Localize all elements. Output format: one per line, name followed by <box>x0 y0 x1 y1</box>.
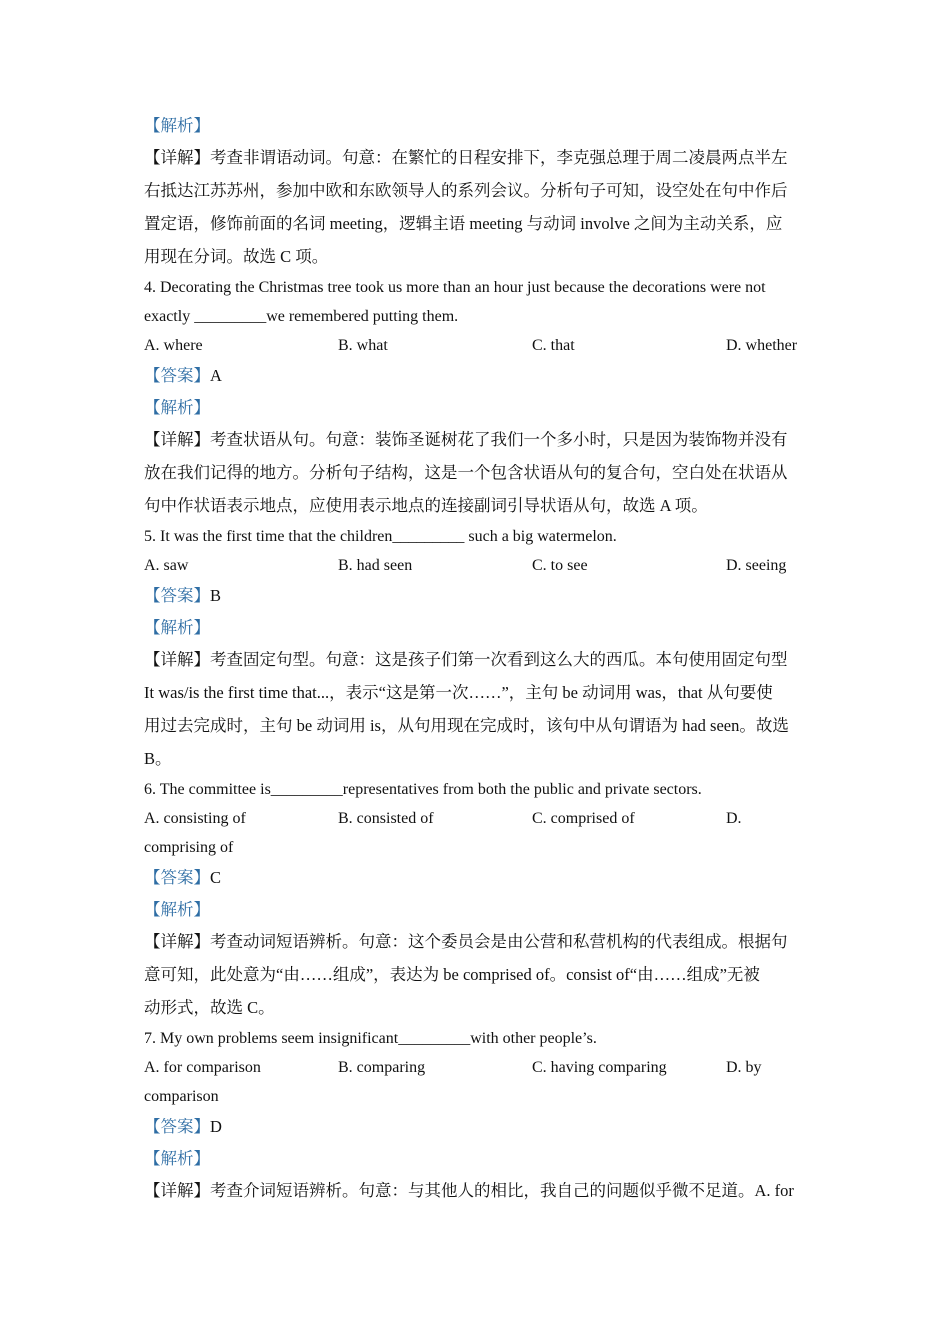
answer-value: D <box>210 1117 222 1136</box>
question-line: 4. Decorating the Christmas tree took us more than an hour just because the decorations were not <box>144 279 766 296</box>
detail-line <box>144 430 788 450</box>
answer-line <box>144 366 222 386</box>
option-a: A. where <box>144 337 203 354</box>
answer-value: A <box>210 366 222 385</box>
option-d: D. by <box>726 1059 762 1076</box>
analysis-tag: 【解析】 <box>144 618 210 637</box>
detail-line <box>144 214 782 234</box>
answer-line <box>144 868 221 888</box>
analysis-tag: 【解析】 <box>144 116 210 135</box>
detail-text: B。 <box>144 749 172 768</box>
answer-line <box>144 586 221 606</box>
option-d: D. <box>726 810 742 827</box>
option-c: C. having comparing <box>532 1059 667 1076</box>
detail-line <box>144 148 788 168</box>
option-b: B. had seen <box>338 557 413 574</box>
options-row <box>144 809 844 829</box>
analysis-tag: 【解析】 <box>144 1149 210 1168</box>
detail-text: 置定语，修饰前面的名词 meeting，逻辑主语 meeting 与动词 involve 之间为主动关系，应 <box>144 214 783 233</box>
analysis-tag: 【解析】 <box>144 398 210 417</box>
option-wrap-line: comparison <box>144 1088 219 1105</box>
detail-text: 用过去完成时，主句 be 动词用 is，从句用现在完成时，该句中从句谓语为 had seen。故选 <box>144 716 789 735</box>
question-line: 6. The committee is_________representatives from both the public and private sectors. <box>144 781 702 798</box>
option-a: A. saw <box>144 557 189 574</box>
analysis-tag: 【解析】 <box>144 900 210 919</box>
detail-text: 考查固定句型。句意：这是孩子们第一次看到这么大的西瓜。本句使用固定句型 <box>210 650 788 669</box>
answer-tag: 【答案】 <box>144 586 210 605</box>
option-b: B. consisted of <box>338 810 434 827</box>
answer-tag: 【答案】 <box>144 868 210 887</box>
detail-line <box>144 716 789 736</box>
question-line: 7. My own problems seem insignificant_________with other people’s. <box>144 1030 597 1047</box>
detail-text: 放在我们记得的地方。分析句子结构，这是一个包含状语从句的复合句，空白处在状语从 <box>144 463 788 482</box>
option-a: A. for comparison <box>144 1059 261 1076</box>
detail-line <box>144 749 172 769</box>
answer-line <box>144 1117 222 1137</box>
option-d: D. whether <box>726 337 798 354</box>
detail-text: 动形式，故选 C。 <box>144 998 275 1017</box>
answer-tag: 【答案】 <box>144 1117 210 1136</box>
detail-text: 考查介词短语辨析。句意：与其他人的相比，我自己的问题似乎微不足道。A. for <box>210 1181 794 1200</box>
detail-text: 考查状语从句。句意：装饰圣诞树花了我们一个多小时，只是因为装饰物并没有 <box>210 430 788 449</box>
question-line: exactly _________we remembered putting them. <box>144 308 459 325</box>
detail-tag: 【详解】 <box>144 1181 210 1200</box>
detail-line <box>144 998 275 1018</box>
options-row <box>144 336 844 356</box>
detail-text: It was/is the first time that...，表示“这是第一次……”，主句 be 动词用 was，that 从句要使 <box>144 683 773 702</box>
detail-tag: 【详解】 <box>144 430 210 449</box>
answer-tag: 【答案】 <box>144 366 210 385</box>
detail-text: 句中作状语表示地点，应使用表示地点的连接副词引导状语从句，故选 A 项。 <box>144 496 708 515</box>
detail-line <box>144 181 788 201</box>
detail-line <box>144 1181 794 1201</box>
answer-value: B <box>210 586 222 605</box>
option-d: D. seeing <box>726 557 787 574</box>
detail-line <box>144 965 760 985</box>
option-c: C. that <box>532 337 575 354</box>
detail-text: 意可知，此处意为“由……组成”，表达为 be comprised of。consist of“由……组成”无被 <box>144 965 760 984</box>
detail-tag: 【详解】 <box>144 650 210 669</box>
detail-line <box>144 650 788 670</box>
detail-tag: 【详解】 <box>144 932 210 951</box>
detail-line <box>144 496 708 516</box>
detail-line <box>144 932 788 952</box>
option-b: B. comparing <box>338 1059 426 1076</box>
answer-value: C <box>210 868 222 887</box>
detail-line <box>144 463 788 483</box>
detail-text: 考查非谓语动词。句意：在繁忙的日程安排下，李克强总理于周二凌晨两点半左 <box>210 148 788 167</box>
options-row <box>144 556 844 576</box>
option-c: C. comprised of <box>532 810 635 827</box>
option-a: A. consisting of <box>144 810 246 827</box>
detail-text: 考查动词短语辨析。句意：这个委员会是由公营和私营机构的代表组成。根据句 <box>210 932 788 951</box>
detail-text: 右抵达江苏苏州，参加中欧和东欧领导人的系列会议。分析句子可知，设空处在句中作后 <box>144 181 788 200</box>
detail-tag: 【详解】 <box>144 148 210 167</box>
option-b: B. what <box>338 337 388 354</box>
options-row <box>144 1058 844 1078</box>
detail-line <box>144 247 328 267</box>
option-c: C. to see <box>532 557 588 574</box>
detail-line <box>144 683 773 703</box>
detail-text: 用现在分词。故选 C 项。 <box>144 247 329 266</box>
option-wrap-line: comprising of <box>144 839 234 856</box>
question-line: 5. It was the first time that the children_________ such a big watermelon. <box>144 528 617 545</box>
